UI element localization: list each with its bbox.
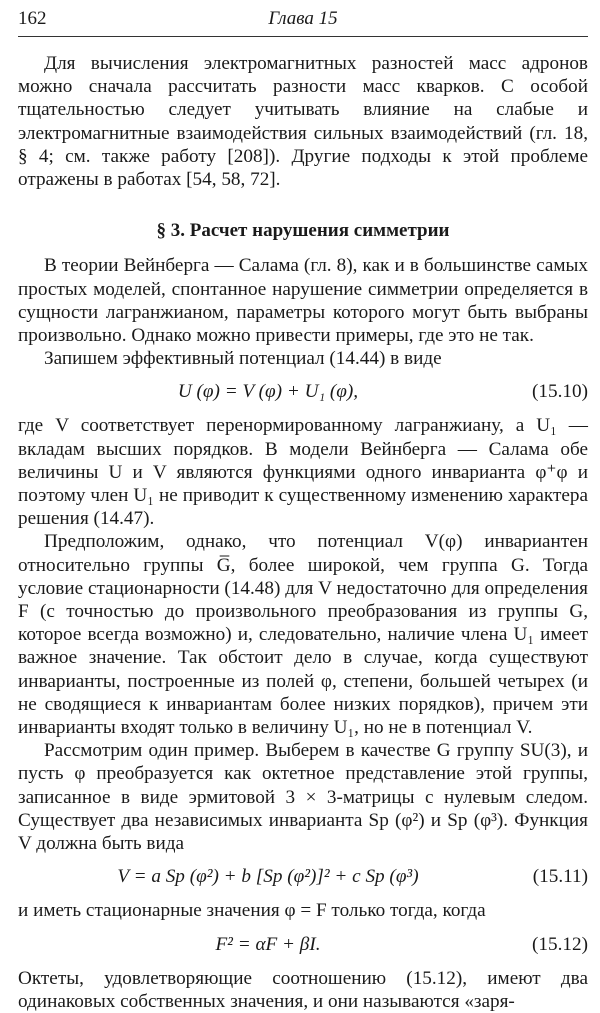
paragraph-stationary-values: и иметь стационарные значения φ = F только тогда, когда	[18, 900, 486, 922]
paragraph-mass-differences: Для вычисления электромагнитных разностей масс адронов можно сначала рассчитать разности масс кварков. С особой тщательностью следует учитывать влияние на слабые и электромагнитные взаимодействия сильных взаимодействий (гл. 18, § 4; см. также работу [208]). Другие подходы к этой проблеме отражены в работах [54, 58, 72].	[18, 53, 588, 191]
equation-number: (15.12)	[532, 933, 588, 955]
page-number: 162	[18, 8, 47, 29]
paragraph-octets: Октеты, удовлетворяющие соотношению (15.12), имеют два одинаковых собственных значения, и они называются «заря-	[18, 967, 588, 1012]
equation-body: U (φ) = V (φ) + U₁ (φ),	[177, 381, 359, 403]
equation-15-11	[18, 855, 588, 899]
header-rule	[18, 36, 588, 37]
equation-body: V = a Sp (φ²) + b [Sp (φ²)]² + c Sp (φ³)	[117, 866, 419, 888]
paragraph-effective-potential-intro: Запишем эффективный потенциал (14.44) в виде	[44, 348, 442, 370]
equation-number: (15.11)	[532, 866, 588, 888]
equation-number: (15.10)	[532, 381, 588, 403]
running-title: Глава 15	[268, 8, 338, 29]
paragraph-renormalized: где V соответствует перенормированному лагранжиану, а U₁ — вкладам высших порядков. В модели Вейнберга — Салама обе величины U и V являются функциями одного инварианта φ⁺φ и поэтому член U₁ не приводит к существенному изменению характера решения (14.47).	[18, 415, 588, 530]
page-header	[18, 8, 588, 34]
paragraph-su3-example: Рассмотрим один пример. Выберем в качестве G группу SU(3), и пусть φ преобразуется как октетное представление этой группы, записанное в виде эрмитовой 3 × 3-матрицы с нулевым следом. Существует два независимых инварианта Sp (φ²) и Sp (φ³). Функция V должна быть вида	[18, 740, 588, 855]
paragraph-weinberg-salam: В теории Вейнберга — Салама (гл. 8), как и в большинстве самых простых моделей, спонтанное нарушение симметрии определяется в сущности лагранжианом, параметры которого могут быть выбраны произвольно. Однако можно привести примеры, где это не так.	[18, 255, 588, 347]
equation-15-12	[18, 923, 588, 967]
paragraph-invariant-group: Предположим, однако, что потенциал V(φ) инвариантен относительно группы G̅, более широкой, чем группа G. Тогда условие стационарности (14.48) для V недостаточно для определения F (с точностью до произвольного преобразования из группы G, которое всегда возможно) и, следовательно, наличие члена U₁ имеет важное значение. Так обстоит дело в случае, когда существуют инварианты, построенные из полей φ, степени, большей четырех (и не сводящиеся к инвариантам более низких порядков), причем эти инварианты входят только в величину U₁, но не в потенциал V.	[18, 531, 588, 739]
section-heading: § 3. Расчет нарушения симметрии	[156, 220, 450, 242]
page-body	[18, 52, 588, 1013]
equation-15-10	[18, 370, 588, 414]
equation-body: F² = αF + βI.	[215, 933, 321, 955]
